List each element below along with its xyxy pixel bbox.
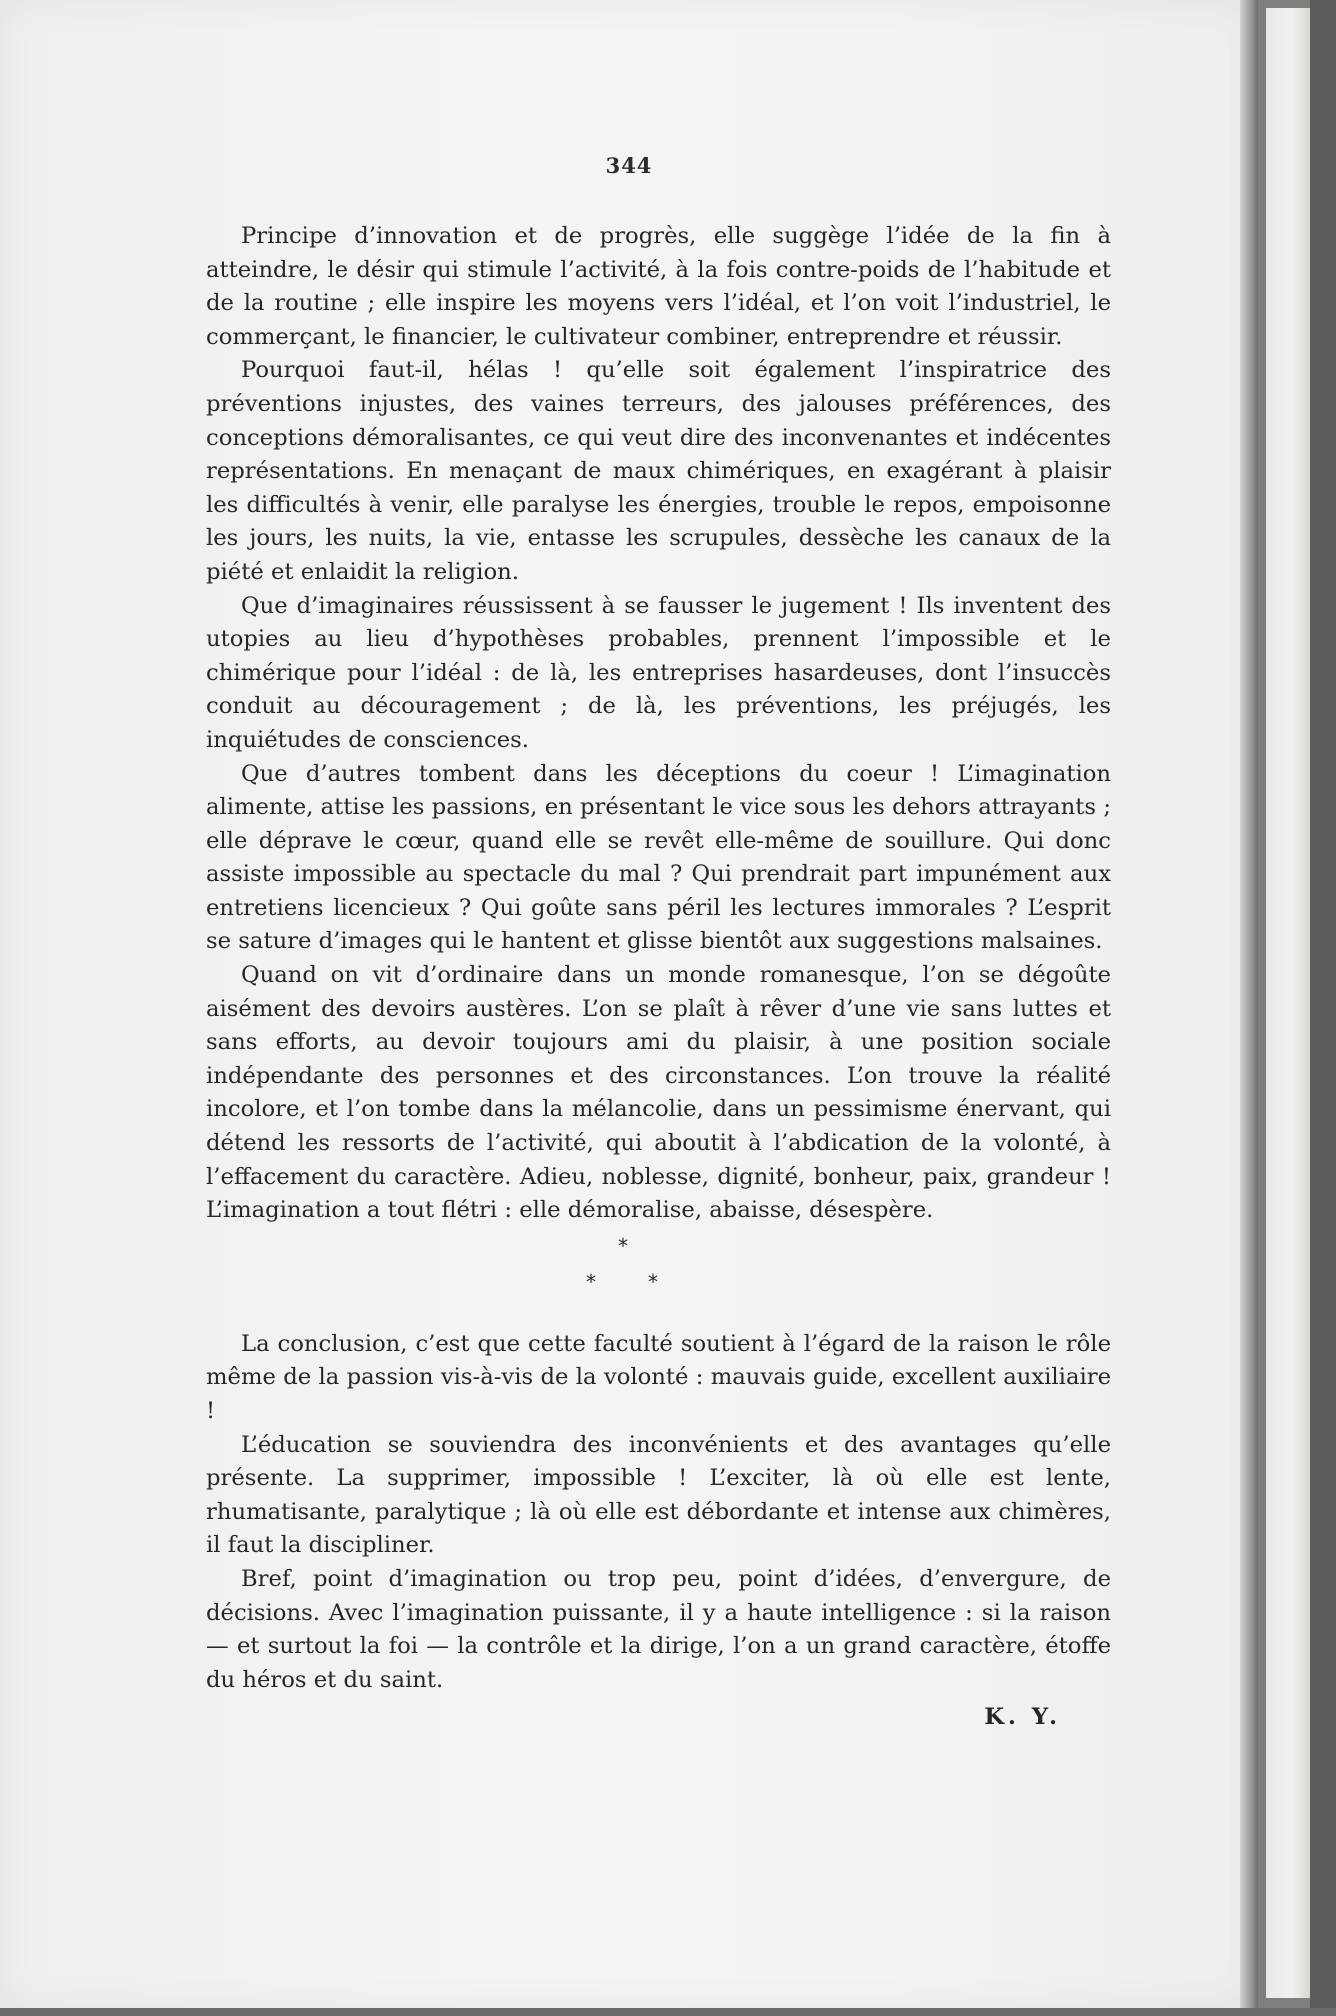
paragraph: Pourquoi faut-il, hélas ! qu’elle soit également l’inspiratrice des préventions injustes, des vaines terreurs, des jalouses préférences, des conceptions démoralisantes, ce qui veut dire des inconvenantes et indécentes représentations. En menaçant de maux chimériques, en exagérant à plaisir les difficultés à venir, elle paralyse les énergies, trouble le repos, empoisonne les jours, les nuits, la vie, entasse les scrupules, dessèche les canaux de la piété et enlaidit la religion. — [206, 357, 1111, 585]
page-number: 344 — [605, 153, 653, 178]
page-gutter-shadow — [1240, 0, 1258, 2016]
paragraph: Que d’imaginaires réussissent à se fausser le jugement ! Ils inventent des utopies au lieu d’hypothèses probables, prennent l’impossible et le chimérique pour l’idéal : de là, les entreprises hasardeuses, dont l’insuccès conduit au découragement ; de là, les préventions, les préjugés, les inquiétudes de consciences. — [206, 592, 1111, 753]
asterism-star: * — [618, 1233, 628, 1258]
article-body — [206, 220, 1111, 1737]
scan-bottom-border — [0, 2008, 1336, 2016]
paragraph: L’éducation se souviendra des inconvénients et des avantages qu’elle présente. La supprimer, impossible ! L’exciter, là où elle est lente, rhumatisante, paralytique ; là où elle est débordante et intense aux chimères, il faut la discipliner. — [206, 1431, 1111, 1559]
paragraph: Que d’autres tombent dans les déceptions du coeur ! L’imagination alimente, attise les passions, en présentant le vice sous les dehors attrayants ; elle déprave le cœur, quand elle se revêt elle-même de souillure. Qui donc assiste impossible au spectacle du mal ? Qui prendrait part impunément aux entretiens licencieux ? Qui goûte sans péril les lectures immorales ? L’esprit se sature d’images qui le hantent et glisse bientôt aux suggestions malsaines. — [206, 760, 1111, 955]
adjacent-page-edge — [1266, 8, 1310, 1998]
paragraph: Quand on vit d’ordinaire dans un monde romanesque, l’on se dégoûte aisément des devoirs austères. L’on se plaît à rêver d’une vie sans luttes et sans efforts, au devoir toujours ami du plaisir, à une position sociale indépendante des personnes et des circonstances. L’on trouve la réalité incolore, et l’on tombe dans la mélancolie, dans un pessimisme énervant, qui détend les ressorts de l’activité, qui aboutit à l’abdication de la volonté, à l’effacement du caractère. Adieu, noblesse, dignité, bonheur, paix, grandeur ! L’imagination a tout flétri : elle démoralise, abaisse, désespère. — [206, 962, 1111, 1224]
asterism-star: * — [648, 1269, 658, 1294]
author-signature: K. Y. — [984, 1704, 1061, 1731]
section-divider-asterism — [206, 1228, 1111, 1328]
paragraph: Principe d’innovation et de progrès, elle suggège l’idée de la fin à atteindre, le désir qui stimule l’activité, à la fois contre-poids de l’habitude et de la routine ; elle inspire les moyens vers l’idéal, et l’on voit l’industriel, le commerçant, le financier, le cultivateur combiner, entreprendre et réussir. — [206, 223, 1111, 350]
paragraph: La conclusion, c’est que cette faculté soutient à l’égard de la raison le rôle même de la passion vis-à-vis de la volonté : mauvais guide, excellent auxiliaire ! — [206, 1330, 1111, 1424]
scan-border-shadow — [1310, 0, 1336, 2016]
asterism-star: * — [586, 1269, 596, 1294]
paragraph: Bref, point d’imagination ou trop peu, point d’idées, d’envergure, de décisions. Avec l’imagination puissante, il y a haute intelligence : si la raison — et surtout la foi — la contrôle et la dirige, l’on a un grand caractère, étoffe du héros et du saint. — [206, 1565, 1111, 1693]
